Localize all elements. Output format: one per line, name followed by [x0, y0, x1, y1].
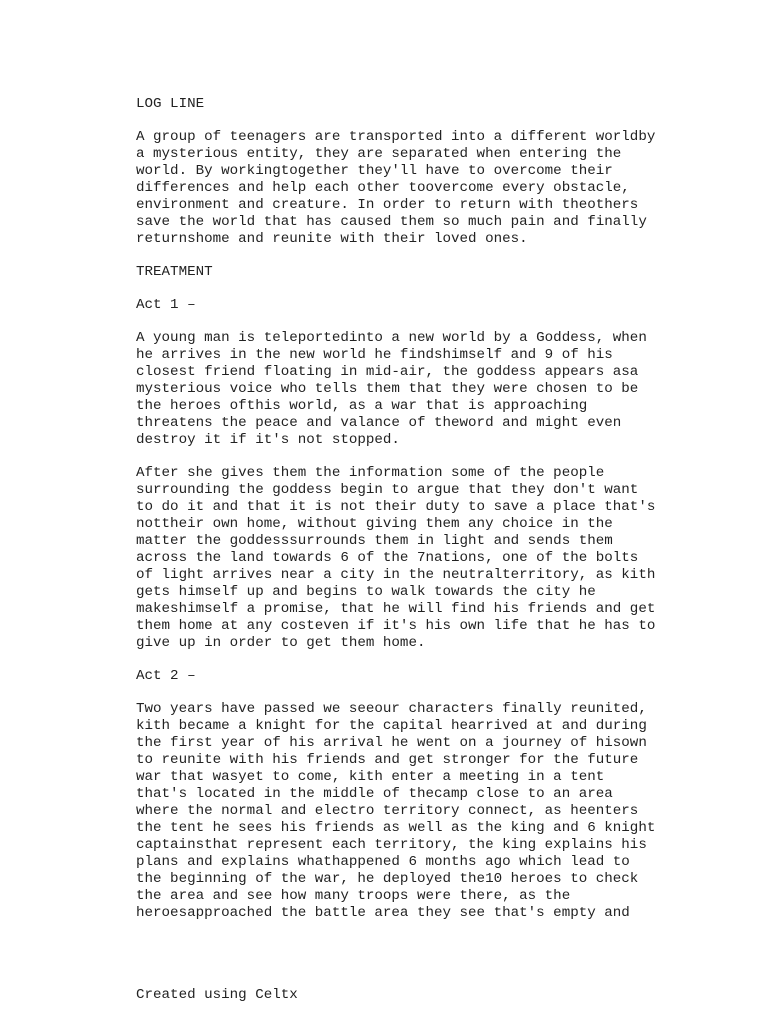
- act1-paragraph-1: [136, 330, 696, 449]
- text-line: that's located in the middle of thecamp close to an area: [136, 786, 613, 802]
- text-line: a mysterious entity, they are separated when entering the: [136, 146, 622, 162]
- text-line: surrounding the goddess begin to argue that they don't want: [136, 482, 639, 498]
- text-line: Two years have passed we seeour characters finally reunited,: [136, 701, 647, 717]
- text-line: closest friend floating in mid-air, the goddess appears asa: [136, 364, 639, 380]
- text-line: across the land towards 6 of the 7nations, one of the bolts: [136, 550, 639, 566]
- act1-heading: Act 1 –: [136, 297, 196, 313]
- text-line: plans and explains whathappened 6 months ago which lead to: [136, 854, 630, 870]
- log-line-paragraph: [136, 129, 696, 248]
- treatment-heading: TREATMENT: [136, 264, 213, 280]
- text-line: mysterious voice who tells them that they were chosen to be: [136, 381, 639, 397]
- text-line: the beginning of the war, he deployed the10 heroes to check: [136, 871, 639, 887]
- text-line: matter the goddesssurrounds them in light and sends them: [136, 533, 613, 549]
- text-line: to reunite with his friends and get stronger for the future: [136, 752, 639, 768]
- log-line-heading: LOG LINE: [136, 96, 205, 112]
- text-line: kith became a knight for the capital hearrived at and during: [136, 718, 647, 734]
- document-body: [136, 96, 696, 938]
- text-line: After she gives them the information some of the people: [136, 465, 605, 481]
- text-line: differences and help each other toovercome every obstacle,: [136, 180, 630, 196]
- text-line: the heroes ofthis world, as a war that is approaching: [136, 398, 588, 414]
- text-line: the first year of his arrival he went on a journey of hisown: [136, 735, 647, 751]
- text-line: of light arrives near a city in the neutralterritory, as kith: [136, 567, 656, 583]
- text-line: give up in order to get them home.: [136, 635, 426, 651]
- text-line: he arrives in the new world he findshimself and 9 of his: [136, 347, 613, 363]
- text-line: world. By workingtogether they'll have to overcome their: [136, 163, 613, 179]
- text-line: nottheir own home, without giving them any choice in the: [136, 516, 613, 532]
- text-line: save the world that has caused them so much pain and finally: [136, 214, 647, 230]
- text-line: war that wasyet to come, kith enter a meeting in a tent: [136, 769, 605, 785]
- text-line: where the normal and electro territory connect, as heenters: [136, 803, 639, 819]
- text-line: the area and see how many troops were there, as the: [136, 888, 571, 904]
- text-line: makeshimself a promise, that he will find his friends and get: [136, 601, 656, 617]
- text-line: to do it and that it is not their duty to save a place that's: [136, 499, 656, 515]
- text-line: A young man is teleportedinto a new world by a Goddess, when: [136, 330, 647, 346]
- text-line: environment and creature. In order to return with theothers: [136, 197, 639, 213]
- text-line: the tent he sees his friends as well as the king and 6 knight: [136, 820, 656, 836]
- act1-paragraph-2: [136, 465, 696, 652]
- text-line: A group of teenagers are transported into a different worldby: [136, 129, 656, 145]
- text-line: destroy it if it's not stopped.: [136, 432, 400, 448]
- act2-heading: Act 2 –: [136, 668, 196, 684]
- text-line: gets himself up and begins to walk towards the city he: [136, 584, 596, 600]
- text-line: threatens the peace and valance of theword and might even: [136, 415, 622, 431]
- text-line: heroesapproached the battle area they see that's empty and: [136, 905, 630, 921]
- text-line: returnshome and reunite with their loved ones.: [136, 231, 528, 247]
- act2-paragraph-1: [136, 701, 696, 922]
- footer-credit: Created using Celtx: [136, 987, 298, 1003]
- text-line: them home at any costeven if it's his own life that he has to: [136, 618, 656, 634]
- text-line: captainsthat represent each territory, the king explains his: [136, 837, 647, 853]
